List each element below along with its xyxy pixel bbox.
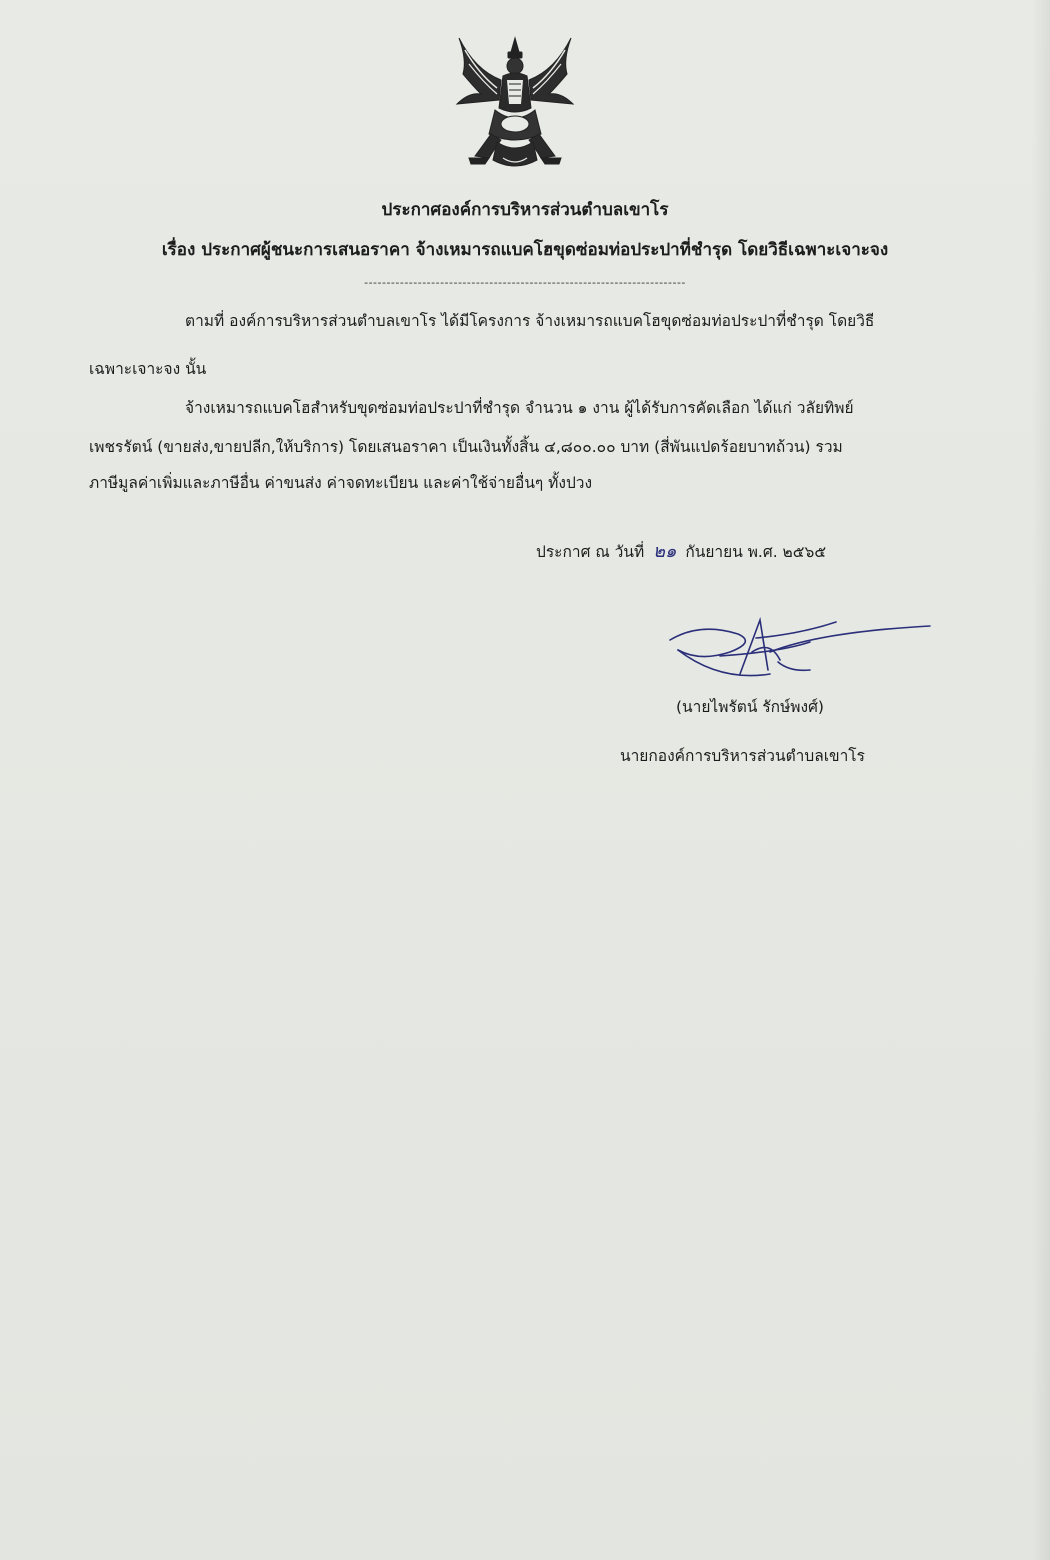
paragraph-2-line-3: ภาษีมูลค่าเพิ่มและภาษีอื่น ค่าขนส่ง ค่าจดทะเบียน และค่าใช้จ่ายอื่นๆ ทั้งปวง	[89, 474, 593, 492]
date-day-handwritten: ๒๑	[653, 541, 677, 562]
garuda-emblem	[445, 30, 585, 176]
announcement-date	[536, 536, 826, 565]
signer-name: (นายไพรัตน์ รักษ์พงศ์)	[676, 698, 824, 716]
paragraph-1-line-2: เฉพาะเจาะจง นั้น	[89, 360, 207, 378]
paragraph-1-line-1: ตามที่ องค์การบริหารส่วนตำบลเขาโร ได้มีโครงการ จ้างเหมารถแบคโฮขุดซ่อมท่อประปาที่ชำรุด โดยวิธี	[185, 312, 875, 330]
announcement-title: ประกาศองค์การบริหารส่วนตำบลเขาโร	[381, 200, 669, 220]
paragraph-2-line-2: เพชรรัตน์ (ขายส่ง,ขายปลีก,ให้บริการ) โดยเสนอราคา เป็นเงินทั้งสิ้น ๔,๘๐๐.๐๐ บาท (สี่พันแปดร้อยบาทถ้วน) รวม	[89, 438, 843, 456]
date-month-year: กันยายน พ.ศ. ๒๕๖๕	[685, 543, 827, 561]
separator-line: ------------------------------------------------------------------------	[364, 276, 686, 289]
signer-position: นายกองค์การบริหารส่วนตำบลเขาโร	[620, 747, 865, 765]
handwritten-signature	[660, 612, 940, 692]
paragraph-2-line-1: จ้างเหมารถแบคโฮสำหรับขุดซ่อมท่อประปาที่ชำรุด จำนวน ๑ งาน ผู้ได้รับการคัดเลือก ได้แก่ วลัยทิพย์	[185, 399, 854, 417]
announcement-subject: เรื่อง ประกาศผู้ชนะการเสนอราคา จ้างเหมารถแบคโฮขุดซ่อมท่อประปาที่ชำรุด โดยวิธีเฉพาะเจาะจง	[161, 240, 889, 260]
date-prefix: ประกาศ ณ วันที่	[536, 543, 645, 561]
